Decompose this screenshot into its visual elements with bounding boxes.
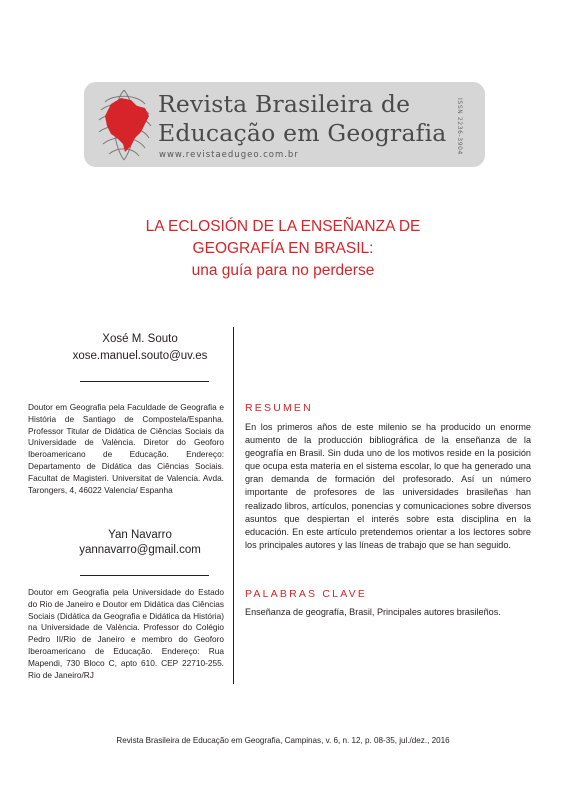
author-name: Yan Navarro [108, 529, 172, 541]
issn-text: ISSN 2236-3904 [455, 97, 463, 155]
author-email[interactable]: yannavarro@gmail.com [79, 544, 201, 556]
author-email[interactable]: xose.manuel.souto@uv.es [72, 350, 208, 362]
author-divider [80, 575, 209, 576]
author-bio: Doutor em Geografia pela Universidade do Estado do Rio de Janeiro e Doutor em Didática das Ciências Sociais (Didática da Geografia e Didática da História) na Universidade de València. Professor do Colégio Pedro II/Rio de Janeiro e membro do Geoforo Iberoamericano de Educação. Endereço: Rua Mapendi, 730 Bloco C, apto 610. CEP 22710-255. Rio de Janeiro/RJ [28, 587, 224, 680]
brazil-map-globe-logo [91, 86, 157, 162]
journal-url[interactable]: www.revistaedugeo.com.br [159, 150, 299, 160]
journal-title-line1: Revista Brasileira de [158, 90, 411, 118]
article-title-line2: GEOGRAFÍA EN BRASIL: [192, 240, 374, 257]
resumen-heading: RESUMEN [245, 402, 313, 414]
author-bio: Doutor em Geografia pela Faculdade de Geografia e História de Santiago de Compostela/Espanha. Professor Titular de Didática de Ciências Sociais da Universidade de València. Diretor do Geoforo Iberoamericano de Educação. Endereço: Departamento de Didática das Ciências Sociais. Facultat de Magisteri. Universitat de Valencia. Avda. Tarongers, 4, 46022 Valencia/ Espanha [28, 402, 224, 495]
keywords-heading: PALABRAS CLAVE [245, 588, 368, 600]
resumen-text: En los primeros años de este milenio se ha producido un enorme aumento de la producción bibliográfica de la enseñanza de la geografía en Brasil. Sin duda uno de los motivos reside en la posición que ocupa esta materia en el sistema escolar, lo que ha generado una gran demanda de formación del profesorado. Así un número importante de profesores de las universidades brasileñas han realizado libros, artículos, ponencias y comunicaciones sobre diversos asuntos que despiertan el interés sobre esta disciplina en la educación. En este artículo pretendemos orientar a los lectores sobre los principales autores y las líneas de trabajo que se han seguido. [245, 422, 531, 550]
footer-citation: Revista Brasileira de Educação em Geografia, Campinas, v. 6, n. 12, p. 08-35, jul./dez., 2016 [116, 736, 450, 745]
author-name: Xosé M. Souto [102, 333, 178, 345]
keywords-text: Enseñanza de geografía, Brasil, Principales autores brasileños. [245, 607, 501, 617]
article-subtitle: una guía para no perderse [191, 262, 375, 279]
author-divider [80, 381, 209, 382]
journal-title-line2: Educação em Geografia [158, 119, 447, 147]
issn-label [441, 90, 477, 162]
article-title-line1: LA ECLOSIÓN DE LA ENSEÑANZA DE [145, 218, 421, 235]
column-divider [233, 327, 234, 684]
